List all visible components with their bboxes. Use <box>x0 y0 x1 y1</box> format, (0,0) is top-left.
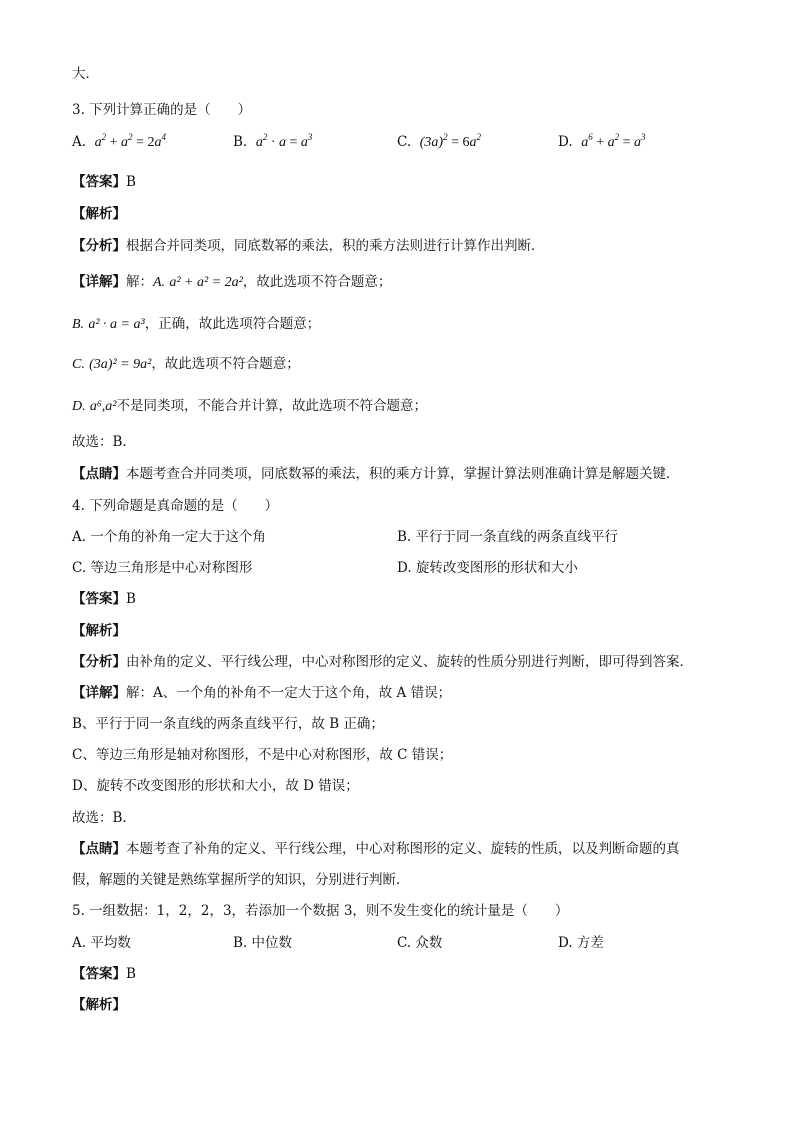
q3-detail-d-math: a⁶,a² <box>89 399 117 414</box>
q3-option-c-formula: $(3a)^2 = 6a^2$ <box>419 132 481 150</box>
q3-detail-c-text: ，故此选项不符合题意； <box>151 356 300 372</box>
q3-option-a-formula: $a^2 + a^2 = 2a^4$ <box>94 132 166 150</box>
q4-detail-2: B、平行于同一条直线的两条直线平行，故 B 正确； <box>72 716 384 732</box>
q4-detail-4: D、旋转不改变图形的形状和大小，故 D 错误； <box>72 778 359 794</box>
q3-option-c <box>397 134 481 151</box>
q3-detail-d <box>72 394 427 415</box>
q3-fenxi <box>72 234 545 254</box>
q5-answer <box>72 962 136 982</box>
q4-detail-3: C、等边三角形是轴对称图形，不是中心对称图形，故 C 错误； <box>72 747 453 763</box>
q4-dianjing-text-1: 本题考查了补角的定义、平行线公理，中心对称图形的定义、旋转的性质，以及判断命题的真 <box>126 841 680 857</box>
q3-detail-c <box>72 352 300 373</box>
q3-option-d <box>558 134 646 151</box>
q5-answer-tag: 【答案】 <box>72 966 126 982</box>
q3-conclusion: 故选：B． <box>72 434 136 450</box>
q3-detail-a-text: ，故此选项不符合题意； <box>242 274 392 290</box>
q4-dianjing-line-2: 假，解题的关键是熟练掌握所学的知识，分别进行判断． <box>72 872 410 888</box>
q4-option-a: A. 一个角的补角一定大于这个角 <box>72 529 266 545</box>
q3-analysis-tag: 【解析】 <box>72 206 126 222</box>
carry-over-text: 大． <box>72 66 99 82</box>
q5-analysis-tag: 【解析】 <box>72 997 126 1013</box>
q4-conclusion: 故选：B． <box>72 810 136 826</box>
q3-dianjing <box>72 462 680 482</box>
q3-fenxi-tag: 【分析】 <box>72 238 126 254</box>
q3-detail-a-math: a² + a² = 2a² <box>169 275 243 290</box>
q4-detail-tag: 【详解】 <box>72 685 126 701</box>
q3-detail-c-math: (3a)² = 9a² <box>89 357 152 372</box>
q4-stem: 4. 下列命题是真命题的是（ ） <box>72 498 279 514</box>
q3-option-c-letter: C. <box>397 134 412 150</box>
q4-fenxi-tag: 【分析】 <box>72 654 126 670</box>
q4-dianjing-line-1 <box>72 837 680 857</box>
q3-detail-d-text: 不是同类项，不能合并计算，故此选项不符合题意； <box>116 398 427 414</box>
q4-option-b: B. 平行于同一条直线的两条直线平行 <box>397 529 619 545</box>
q3-detail-b-label: B. <box>72 317 85 332</box>
q4-answer-tag: 【答案】 <box>72 591 126 607</box>
q3-option-a-letter: A. <box>72 134 87 150</box>
q5-option-d: D. 方差 <box>558 935 604 951</box>
q4-fenxi <box>72 650 693 670</box>
q5-answer-value: B <box>126 966 136 982</box>
q4-option-c: C. 等边三角形是中心对称图形 <box>72 560 253 576</box>
q4-detail-1-text: 解：A、一个角的补角不一定大于这个角，故 A 错误； <box>126 685 452 701</box>
q4-answer-value: B <box>126 591 136 607</box>
q3-fenxi-text: 根据合并同类项，同底数幂的乘法，积的乘方法则进行计算作出判断． <box>126 238 545 254</box>
q4-option-d: D. 旋转改变图形的形状和大小 <box>397 560 578 576</box>
q3-detail-b <box>72 312 320 333</box>
q3-option-b-letter: B. <box>233 134 248 150</box>
q4-dianjing-tag: 【点睛】 <box>72 841 126 857</box>
q4-fenxi-text: 由补角的定义、平行线公理，中心对称图形的定义、旋转的性质分别进行判断，即可得到答案． <box>126 654 693 670</box>
q3-option-d-formula: $a^6 + a^2 = a^3$ <box>581 132 646 150</box>
q3-option-b-formula: $a^2 \cdot a = a^3$ <box>255 132 313 150</box>
q3-dianjing-tag: 【点睛】 <box>72 466 126 482</box>
q4-detail-1 <box>72 681 451 701</box>
q3-detail-a-label: A. <box>153 275 166 290</box>
q5-option-a: A. 平均数 <box>72 935 131 951</box>
q3-detail-a <box>72 270 391 291</box>
q4-analysis-tag: 【解析】 <box>72 623 126 639</box>
q3-detail-b-text: ，正确，故此选项符合题意； <box>144 316 321 332</box>
q3-detail-b-math: a² · a = a³ <box>88 317 145 332</box>
q3-option-b <box>233 134 312 151</box>
q4-answer <box>72 587 136 607</box>
q3-detail-d-label: D. <box>72 399 86 414</box>
q5-stem: 5. 一组数据：1，2，2，3，若添加一个数据 3，则不发生变化的统计量是（ ） <box>72 903 569 919</box>
q3-detail-tag: 【详解】 <box>72 274 126 290</box>
q3-answer <box>72 170 136 190</box>
q5-option-c: C. 众数 <box>397 935 443 951</box>
q5-option-b: B. 中位数 <box>233 935 293 951</box>
q3-answer-value: B <box>126 174 136 190</box>
q3-option-d-letter: D. <box>558 134 573 150</box>
q3-stem: 3. 下列计算正确的是（ ） <box>72 102 252 118</box>
q3-answer-tag: 【答案】 <box>72 174 126 190</box>
q3-option-a <box>72 134 166 151</box>
q3-detail-intro: 解： <box>126 274 153 290</box>
q3-dianjing-text: 本题考查合并同类项，同底数幂的乘法，积的乘方计算，掌握计算法则准确计算是解题关键． <box>126 466 680 482</box>
q3-detail-c-label: C. <box>72 357 85 372</box>
